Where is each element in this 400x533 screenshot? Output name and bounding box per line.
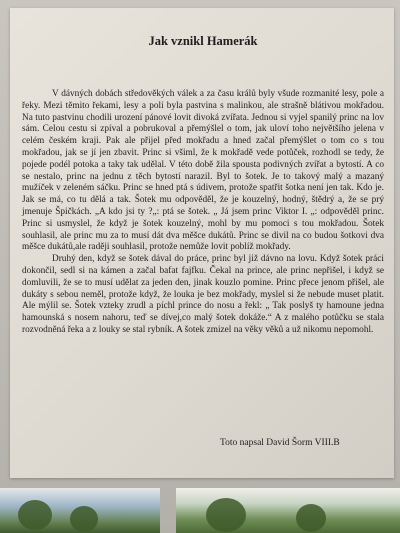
author-signature: Toto napsal David Šorm VIII.B [220,438,340,448]
tree-shape [296,504,326,532]
photo-strip [0,480,400,533]
story-paragraph-2: Druhý den, když se šotek dával do práce, princ byl již dávno na lovu. Když šotek práci dokončil, sedl si na kámen a začal bafat fajfku. Čekal na prince, ale princ nepřišel, i když se domluvili, že se to musí udělat za jeden den, jinak kouzlo pomine. Princ přece jenom přišel, ale dukáty s sebou neměl, protože když, že louka je bez mokřady, myslel si že nebude muset platit. Ale mýlil se. Šotek vzteky zrudl a píchl prince do nosu a řekl: „ Tak poslyš ty hamoune jedna hamounská s nosem nahoru, teď se dívej,co malý šotek dokáže.“ A z malého potůčku se stala rozvodněná řeka a z louky se stal rybník. A šotek zmizel na věky věků a už nikomu nepomohl. [22,254,384,335]
tree-shape [206,498,246,532]
tree-shape [18,500,52,530]
story-text [22,89,384,337]
story-paragraph-1: V dávných dobách středověkých válek a za času králů byly všude rozmanité lesy, pole a řeky. Mezi těmito řekami, lesy a poli byla pastvina s malinkou, ale strašně blátivou mokřadou. Na tuto pastvinu chodili urození pánové lovit divoká zvířata. Jednou si vyjel spanilý princ na lov sám. Celou cestu si zpíval a pobrukoval a přemýšlel o tom, jak uloví toho největšího jelena v celém českém kraji. Pak ale přijel před mokřadu a hned začal přemýšlet o tom co s tou mokřadou, jak se jí jen zbavit. Princ si všiml, že k mokřadě vede potůček, rozhodl se tedy, že pojede podél potoka a taky tak udělal. V této době žila spousta podivných zvířat a bytostí. A co se nestalo, princ na jednu z těch bytostí narazil. Byl to šotek. Je to takový malý a mazaný mužíček v zeleném sáčku. Princ se hned ptá s údivem, protože spatřit šotka není jen tak. Kdo je. Jak se má, co tu dělá a tak. Šotek mu odpověděl, že je kouzelný, hodný, štědrý a, že se prý jmenuje Špičkách. „A kdo jsi ty ?„: ptá se šotek. „ Já jsem princ Viktor I. „: odpověděl princ. Princ si usmyslel, že když je šotek kouzelný, mohl by mu pomoci s tou mokřadou. Šotek souhlasil, ale princ mu za to musí dát dva měšce dukátů. Princ se divil na co budou šotkovi dva měšce dukátů,ale raději souhlasil, protože nemůže lovit poblíž mokřady. [22,89,384,253]
tree-shape [70,506,98,532]
landscape-photo-right [176,488,400,533]
document-title: Jak vznikl Hamerák [148,34,258,48]
landscape-photo-left [0,488,160,533]
paper-sheet [10,8,394,478]
